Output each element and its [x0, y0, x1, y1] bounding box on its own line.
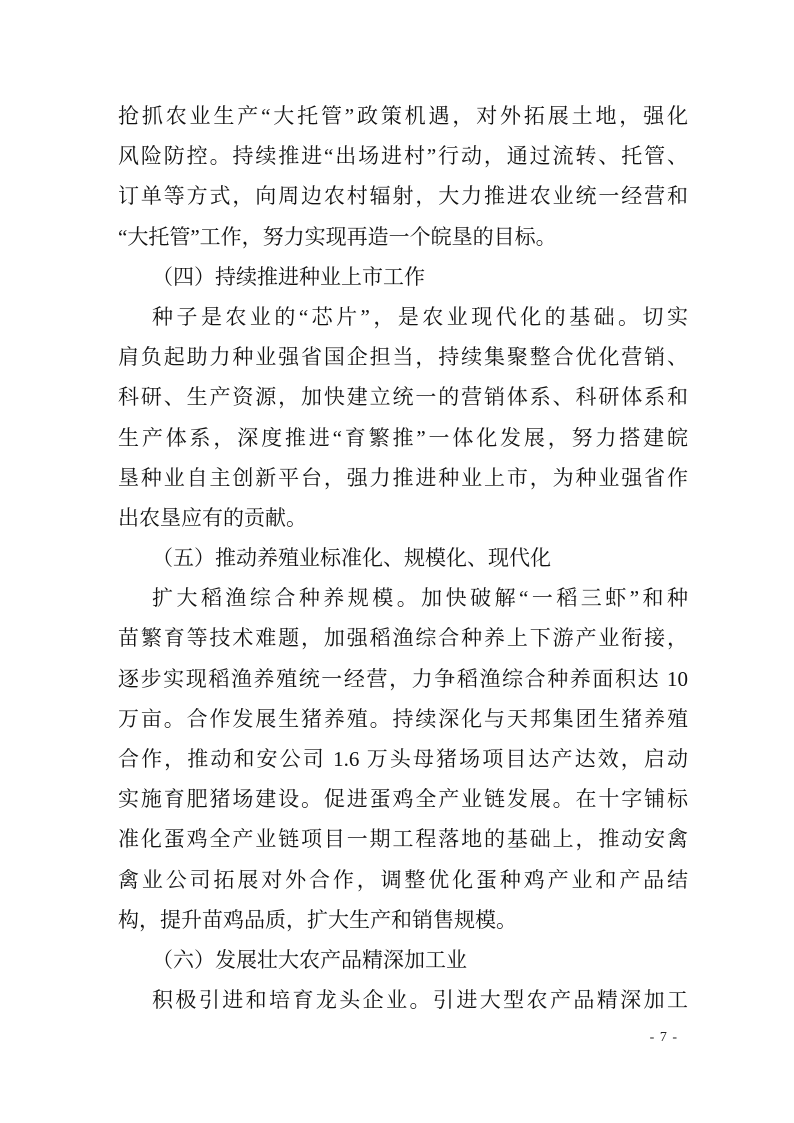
- body-text-line: 实施育肥猪场建设。促进蛋鸡全产业链发展。在十字铺标: [118, 787, 688, 812]
- body-text-line: 扩大稻渔综合种养规模。加快破解“一稻三虾”和种: [152, 586, 688, 611]
- body-text-line: 逐步实现稻渔养殖统一经营，力争稻渔综合种养面积达 10: [118, 666, 688, 691]
- body-text-line: 种子是农业的“芯片”，是农业现代化的基础。切实: [152, 304, 688, 329]
- section-heading-line: （五）推动养殖业标准化、规模化、现代化: [152, 546, 551, 571]
- body-text-line: 合作，推动和安公司 1.6 万头母猪场项目达产达效，启动: [118, 747, 688, 771]
- body-text-line: 禽业公司拓展对外合作，调整优化蛋种鸡产业和产品结: [118, 867, 688, 892]
- body-text-line: 苗繁育等技术难题，加强稻渔综合种养上下游产业衔接，: [118, 626, 688, 651]
- body-text-line: 准化蛋鸡全产业链项目一期工程落地的基础上，推动安禽: [118, 827, 688, 852]
- body-text-line: 积极引进和培育龙头企业。引进大型农产品精深加工: [152, 988, 688, 1013]
- body-text-line: 抢抓农业生产“大托管”政策机遇，对外拓展土地，强化: [118, 104, 688, 128]
- body-text-line: 风险防控。持续推进“出场进村”行动，通过流转、托管、: [118, 144, 688, 169]
- document-body: [118, 96, 688, 1020]
- body-text-line: 肩负起助力种业强省国企担当，持续集聚整合优化营销、: [118, 345, 688, 370]
- body-text-line: “大托管”工作，努力实现再造一个皖垦的目标。: [118, 224, 557, 249]
- section-heading-line: （四）持续推进种业上市工作: [152, 264, 425, 289]
- body-text-line: 出农垦应有的贡献。: [118, 505, 307, 530]
- body-text-line: 垦种业自主创新平台，强力推进种业上市，为种业强省作: [118, 465, 688, 490]
- section-heading-line: （六）发展壮大农产品精深加工业: [152, 947, 467, 972]
- body-text-line: 万亩。合作发展生猪养殖。持续深化与天邦集团生猪养殖: [118, 706, 688, 731]
- body-text-line: 订单等方式，向周边农村辐射，大力推进农业统一经营和: [118, 184, 688, 209]
- body-text-line: 科研、生产资源，加快建立统一的营销体系、科研体系和: [118, 385, 688, 410]
- page-number: - 7 -: [649, 1030, 678, 1045]
- body-text-line: 构，提升苗鸡品质，扩大生产和销售规模。: [118, 907, 517, 932]
- body-text-line: 生产体系，深度推进“育繁推”一体化发展，努力搭建皖: [118, 425, 688, 450]
